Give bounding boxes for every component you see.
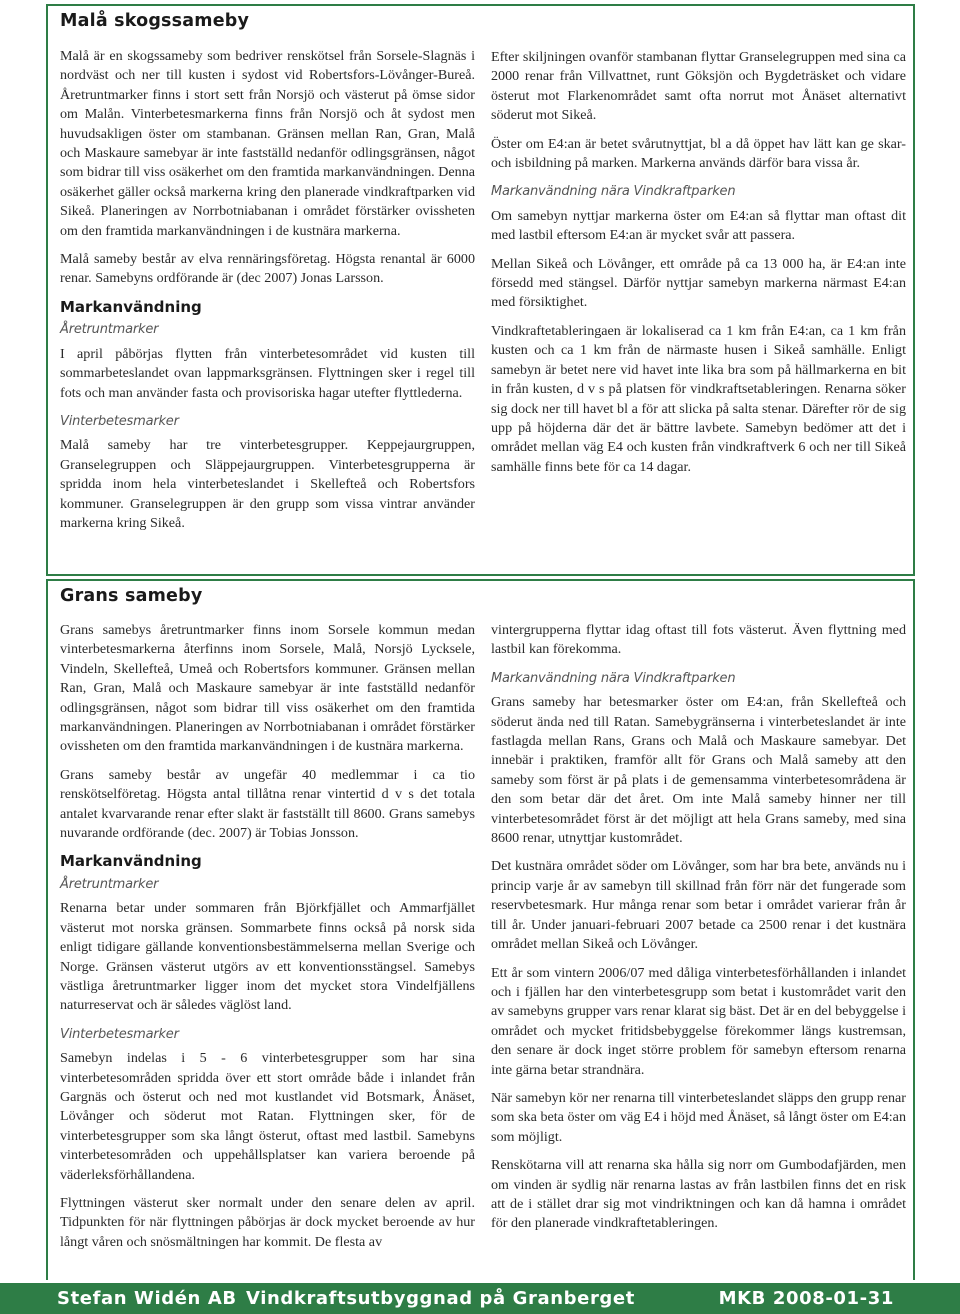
footer-document-reference: MKB 2008-01-31 (718, 1288, 894, 1309)
malo-right-paragraph-3: Om samebyn nyttjar markerna öster om E4:an så flyttar man oftast dit med lastbil eftersom E4:an är mycket svår att passera. (491, 207, 906, 244)
grans-left-paragraph-4: Samebyn indelas i 5 - 6 vinterbetesgrupper som har sina vinterbetesområden spridda över ett stort område både i inlandet från Gargnäs och österut och ned mot kustlandet vid Botsmark, Ånäset, Lövånger och söderut mot Ratan. Flyttningen sker, för de vinterbetesgrupper som ska långt österut, oftast med lastbil. Samebyns vinterbetesområden och uppehållsplatser kan variera beroende på väderleksförhållandena. (60, 1050, 475, 1183)
malo-heading-markanvandning: Markanvändning (60, 297, 202, 316)
malo-right-paragraph-5: Vindkraftetableringaen är lokaliserad ca 1 km från E4:an, ca 1 km från kusten och ca 1 km från de närmaste husen i Sikeå samhälle. Enligt samebyn är betet nere vid havet inte lika bra som på hällmarkerna en bit in från kusten, d v s på platsen för vindkraftsetableringen. Renarna söker sig dock ner till havet bl a för att slicka på salta stenar. Därefter rör de sig upp på höjderna där det är bättre lavbete. Samebyn bedömer att det i området mellan väg E4 och kusten från vindkraftverk 6 och ner till Sikeå samhälle finns bete för ca 14 dagar. (491, 322, 906, 475)
grans-right-paragraph-2: Grans sameby har betesmarker öster om E4:an, från Skellefteå och söderut ända ned till Ratan. Samebygränserna i vinterbeteslandet är inte fastlagda mellan Rans, Grans och Malå och Maskaure samebyar. Det innebär i praktiken, framför allt för Grans och Malå sameby att den sameby som först är på plats i de gemensamma vinterbetesområdena är den som betar där det året. Om inte Malå sameby hinner ner till vinterbetesområdet först är det möjligt att hela Grans sameby, med sina 8600 renar, utnyttjar kustområdet. (491, 694, 906, 847)
malo-left-paragraph-3: I april påbörjas flytten från vinterbetesområdet vid kusten till sommarbeteslandet ovan lappmarksgränsen. Flyttningen sker i regel till fots och man använder fasta och provisoriska hagar utefter flyttlederna. (60, 345, 475, 401)
malo-section (46, 4, 915, 576)
grans-left-paragraph-1: Grans samebys åretruntmarker finns inom Sorsele kommun medan vinterbetesmarkerna återfinns inom Sorsele, Malå, Norsjö Lycksele, Vindeln, Skellefteå, Umeå och Robertsfors kommuner. Gränsen mellan Ran, Gran, Malå och Maskaure samebyar är inte fastställd nedanför odlingsgränsen, något som bidrar till viss osäkerhet om den framtida markanvändningen. Planeringen av Norrbotniabanan i området förstärker ovissheten om den framtida markanvändningen i de kustnära markerna. (60, 622, 475, 755)
grans-right-paragraph-5: När samebyn kör ner renarna till vinterbeteslandet släpps den grupp renar som ska beta öster om väg E4 i höjd med Ånäset, så långt öster om E4:an som möjligt. (491, 1089, 906, 1145)
grans-heading-markanvandning: Markanvändning (60, 852, 202, 871)
grans-subheading-vinterbetesmarker: Vinterbetesmarker (60, 1026, 179, 1042)
grans-left-paragraph-5: Flyttningen västerut sker normalt under den senare delen av april. Tidpunkten för när flyttningen påbörjas är dock mycket beroende av hur långt våren och snösmältningen har kommit. De flesta av (60, 1194, 475, 1250)
grans-subheading-vindkraftparken: Markanvändning nära Vindkraftparken (491, 670, 736, 686)
section-title-grans: Grans sameby (60, 586, 203, 606)
grans-left-paragraph-3: Renarna betar under sommaren från Björkfjället och Ammarfjället västerut mot norska gränsen. Sommarbete finns också på norsk sida enligt tidigare gällande konventionsbestämmelserna mellan Sverige och Norge. Gränsen västerut utgörs av ett konventionsstängsel. Samebys västliga åretruntmarker ligger inom det mycket stora Vindelfjällens naturreservat och är således väglöst land. (60, 900, 475, 1014)
malo-subheading-vinterbetesmarker: Vinterbetesmarker (60, 413, 179, 429)
grans-right-paragraph-6: Renskötarna vill att renarna ska hålla sig norr om Gumbodafjärden, men om vinden är sydlig när renarna lastas av från lastbilen finns det en risk att de i stället drar sig mot vindriktningen och kan då hamna i området för den planerade vindkraftetableringen. (491, 1157, 906, 1232)
grans-column-left (60, 621, 475, 1261)
malo-left-paragraph-2: Malå sameby består av elva rennäringsföretag. Högsta renantal är 6000 renar. Samebyns ordförande är (dec 2007) Jonas Larsson. (60, 251, 475, 287)
malo-column-right (491, 48, 906, 486)
grans-left-paragraph-2: Grans sameby består av ungefär 40 medlemmar i ca tio renskötselföretag. Högsta antal tillåtna renar vintertid d v s det totala antalet kvarvarande renar efter slakt är fastställt till 8600. Grans samebys nuvarande ordförande (dec. 2007) är Tobias Jonsson. (60, 766, 475, 842)
section-title-malo: Malå skogssameby (60, 11, 250, 31)
grans-section (46, 579, 915, 1280)
malo-subheading-vindkraftparken: Markanvändning nära Vindkraftparken (491, 184, 736, 200)
malo-right-paragraph-1: Efter skiljningen ovanför stambanan flyttar Granselegruppen med sina ca 2000 renar från Villvattnet, runt Göksjön och Bygdeträsket och vidare österut mot Flarkenområdet samt ofta norrut mot Ånäset alternativt söderut mot Sikeå. (491, 49, 906, 124)
malo-subheading-aretruntmarker: Åretruntmarker (60, 322, 159, 338)
grans-right-paragraph-1: vintergrupperna flyttar idag oftast till fots västerut. Även flyttning med lastbil kan förekomma. (491, 622, 906, 658)
grans-column-right (491, 621, 906, 1243)
grans-right-paragraph-3: Det kustnära området söder om Lövånger, som har bra bete, används nu i princip varje år av samebyn till skillnad från förr när det fungerade som reservbetesmark. Hur många renar som betar i området varierar från år till år. Under januari-februari 2007 betade ca 2500 renar i det kustnära området mellan Sikeå och Lövånger. (491, 858, 906, 953)
malo-right-paragraph-2: Öster om E4:an är betet svårutnyttjat, bl a då öppet hav lätt kan ge skar- och isbildning på marken. Markerna används därför bara vissa år. (491, 135, 906, 172)
footer-project-title: Vindkraftsutbyggnad på Granberget (246, 1288, 635, 1309)
malo-right-paragraph-4: Mellan Sikeå och Lövånger, ett område på ca 13 000 ha, är E4:an inte försedd med stängsel. Därför nyttjar samebyn markerna närmast E4:an med försiktighet. (491, 255, 906, 311)
footer-company: Stefan Widén AB (57, 1288, 237, 1309)
grans-right-paragraph-4: Ett år som vintern 2006/07 med dåliga vinterbetesförhållanden i inlandet och i fjällen har den vinterbetesgrupp som betat i kustområdet varit den av samebyns grupper vars renar klarat sig bäst. Det är en del bebyggelse i området och mycket fritidsbebyggelse förekommer längs kustremsan, den senare är dock inget större problem för samebyn eftersom renarna inte gärna betar strandnära. (491, 964, 906, 1078)
malo-column-left (60, 47, 475, 542)
grans-subheading-aretruntmarker: Åretruntmarker (60, 876, 159, 892)
malo-left-paragraph-4: Malå sameby har tre vinterbetesgrupper. Keppejaurgruppen, Granselegruppen och Släppejaurgruppen. Vinterbetesgrupperna är spridda inom hela vinterbeteslandet i Skellefteå och Robertsfors kommuner. Granselegruppen är den grupp som vissa vintrar använder markerna kring Sikeå. (60, 437, 475, 531)
malo-left-paragraph-1: Malå är en skogssameby som bedriver renskötsel från Sorsele-Slagnäs i nordväst och ner till kusten i sydost vid Robertsfors-Lövånger-Bureå. Åretruntmarker finns i stort sett från Norsjö och västerut på ömse sidor om Malån. Vinterbetesmarkerna finns från Norsjö och åt sydost men huvudsakligen öster om stambanan. Gränsen mellan Ran, Gran, Malå och Maskaure samebyar är inte fastställd nedanför odlingsgränsen, något som bidrar till viss osäkerhet om den framtida markanvändningen. Denna osäkerhet gäller också markerna kring den planerade vindkraftparken vid Sikeå. Planeringen av Norrbotniabanan i området förstärker ovissheten om den framtida markanvändningen i de kustnära markerna. (60, 48, 475, 239)
footer-bar (0, 1283, 960, 1314)
